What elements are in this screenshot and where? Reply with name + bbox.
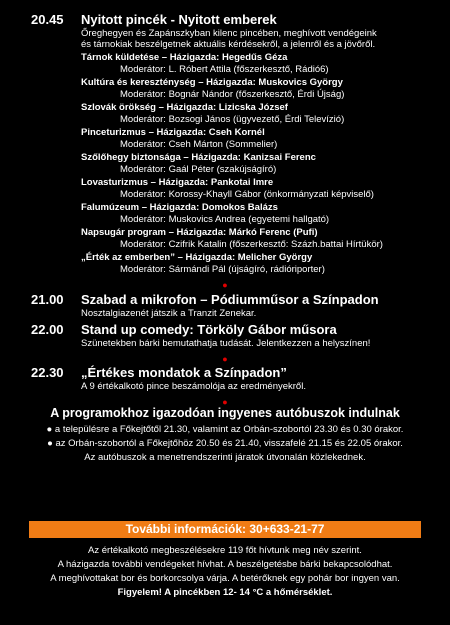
topic-title: Napsugár program – Házigazda: Márkó Ferenc (Pufi) [81,227,318,238]
separator-dot: ● [222,280,228,290]
event-time: 20.45 [31,12,64,27]
bus-line: ● a településre a Főkejtőtől 21.30, valamint az Orbán-szobortól 23.30 és 0.30 órakor. [46,424,404,435]
topic-title: Szőlőhegy biztonsága – Házigazda: Kanizsai Ferenc [81,152,316,163]
topic-title: Pinceturizmus – Házigazda: Cseh Kornél [81,127,265,138]
event-title: Nyitott pincék - Nyitott emberek [81,12,277,27]
topic-title: Kultúra és kereszténység – Házigazda: Muskovics György [81,77,343,88]
topic-moderator: Moderátor: Czifrik Katalin (főszerkesztő: Százh.battai Hírtükör) [120,239,383,250]
event-title: Szabad a mikrofon – Pódiumműsor a Színpadon [81,292,379,307]
topic-moderator: Moderátor: L. Róbert Attila (főszerkesztő, Rádió6) [120,64,329,75]
event-time: 21.00 [31,292,64,307]
event-description: Nosztalgiazenét játszik a Tranzit Zenekar. [81,308,257,319]
separator-dot: ● [222,397,228,407]
footer-warning: Figyelem! A pincékben 12- 14 °C a hőmérséklet. [117,587,333,598]
event-title: „Értékes mondatok a Színpadon” [81,365,287,380]
topic-moderator: Moderátor: Gaál Péter (szakújságíró) [120,164,277,175]
topic-title: „Érték az emberben” – Házigazda: Melicher György [81,252,313,263]
topic-title: Lovasturizmus – Házigazda: Pankotai Imre [81,177,274,188]
bus-line: ● az Orbán-szobortól a Főkejtőhöz 20.50 és 21.40, visszafelé 21.15 és 22.05 órakor. [47,438,403,449]
footer-line: A meghívottakat bor és borkorcsolya várja. A betérőknek egy pohár bor ingyen van. [50,573,400,584]
event-description: A 9 értékalkotó pince beszámolója az eredményekről. [81,381,306,392]
footer-line: A házigazda további vendégeket hívhat. A beszélgetésbe bárki bekapcsolódhat. [57,559,393,570]
topic-title: Tárnok küldetése – Házigazda: Hegedűs Géza [81,52,288,63]
topic-moderator: Moderátor: Sármándi Pál (újságíró, rádióriporter) [120,264,325,275]
event-time: 22.00 [31,322,64,337]
event-description-line: és tárnokiak beszélgetnek aktuális kérdésekről, a jelenről és a jövőről. [81,39,376,50]
footer-line: Az értékalkotó megbeszélésekre 119 főt hívtunk meg név szerint. [88,545,362,556]
event-title: Stand up comedy: Törköly Gábor műsora [81,322,337,337]
topic-moderator: Moderátor: Muskovics Andrea (egyetemi hallgató) [120,214,330,225]
topic-moderator: Moderátor: Bozsogi János (ügyvezető, Érdi Televízió) [120,114,345,125]
event-time: 22.30 [31,365,64,380]
info-phone-bar: További információk: 30+633-21-77 [29,521,421,538]
bus-line: Az autóbuszok a menetrendszerinti járatok útvonalán közlekednek. [84,452,366,463]
bus-title: A programokhoz igazodóan ingyenes autóbuszok indulnak [50,406,400,420]
separator-dot: ● [222,354,228,364]
topic-title: Szlovák örökség – Házigazda: Lizicska József [81,102,288,113]
event-description: Szünetekben bárki bemutathatja tudását. Jelentkezzen a helyszínen! [81,338,371,349]
topic-moderator: Moderátor: Cseh Márton (Sommelier) [120,139,278,150]
topic-moderator: Moderátor: Korossy-Khayll Gábor (önkormányzati képviselő) [120,189,374,200]
topic-title: Falumúzeum – Házigazda: Domokos Balázs [81,202,278,213]
topic-moderator: Moderátor: Bognár Nándor (főszerkesztő, Érdi Újság) [120,89,345,100]
event-description-line: Őreghegyen és Zapánszkyban kilenc pincében, meghívott vendégeink [81,28,377,39]
